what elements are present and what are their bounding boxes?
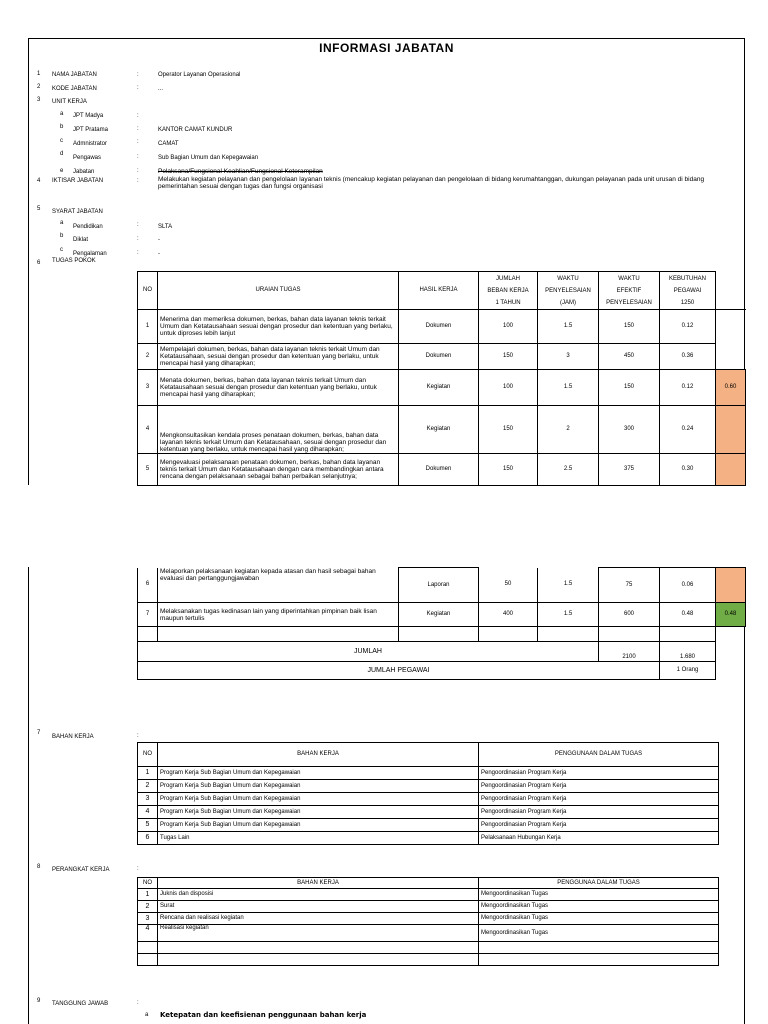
table-row [138,406,746,454]
sub-letter: e [60,168,64,174]
tugas-table-part2 [137,567,746,680]
empty-cell [479,954,719,966]
tanggung-jawab-a: Ketepatan dan keefisienan penggunaan bahan kerja [160,1011,367,1019]
row-beban: 400 [479,603,538,627]
ikhtisar-value: Melakukan kegiatan pelayanan dan pengelolaan layanan teknis (mencakup kegiatan pelayanan dan pengelolaan di bidang kerumahtanggan, dukungan pelayanan pada unit urusan di bidang pemerintahan sesuai dengan tugas dan fungsi organisasi [158,176,705,190]
tugas-pokok-label: TUGAS POKOK [52,258,96,264]
page-title: INFORMASI JABATAN [319,41,454,55]
header-bahan: BAHAN KERJA [158,878,479,889]
colon: : [137,1000,139,1006]
row-kebutuhan: 0.12 [660,370,716,406]
header-uraian: URAIAN TUGAS [158,272,399,310]
header-penggunaan: PENGGUNAAN DALAM TUGAS [479,743,719,767]
row-hasil: Dokumen [399,344,479,370]
sub-letter: c [60,138,63,144]
row-no: 1 [138,767,158,780]
colon: : [137,222,139,228]
row-bahan: Rencana dan realisasi kegiatan [158,913,479,925]
side-highlight-cell [716,454,746,486]
colon: : [137,126,139,132]
colon: : [137,85,139,91]
row-kebutuhan: 0.48 [660,603,716,627]
table-row [138,832,719,845]
row-uraian: Melaporkan pelaksanaan kegiatan kepada atasan dan hasil sebagai bahan evaluasi dan pertanggungjawaban [158,568,399,603]
row-beban: 50 [479,568,538,603]
row-no: 1 [138,310,158,344]
row-efektif: 450 [599,344,660,370]
header-efektif-line1: WAKTU [618,275,640,282]
table-row [138,568,746,603]
table-row [138,627,746,642]
administrator-value: CAMAT [158,141,179,147]
table-header-row [138,272,746,310]
row-no: 5 [138,454,158,486]
empty-cell [660,627,716,642]
row-bahan: Program Kerja Sub Bagian Umum dan Kepegawaian [158,780,479,793]
row-no: 2 [138,780,158,793]
row-penggunaan: Mengoordinasikan Tugas [479,913,719,925]
header-no: NO [138,272,158,310]
colon: : [137,139,139,145]
header-efektif-line2: EFEKTIF [616,287,642,294]
diklat-value: - [158,237,160,243]
empty-cell [138,627,158,642]
table-row [138,344,746,370]
table-row [138,603,746,627]
side-cell-empty [716,310,746,344]
side-total-cell: 0.60 [716,370,746,406]
row-efektif: 375 [599,454,660,486]
syarat-label: SYARAT JABATAN [52,209,103,215]
table-row [138,793,719,806]
item-number: 3 [37,97,41,103]
row-no: 4 [138,925,158,942]
row-hasil: Kegiatan [399,603,479,627]
side-cell-empty [716,344,746,370]
row-beban: 150 [479,454,538,486]
item-number: 5 [37,206,41,212]
header-bahan: BAHAN KERJA [158,743,479,767]
row-bahan: Program Kerja Sub Bagian Umum dan Kepegawaian [158,806,479,819]
sub-letter: b [60,124,64,130]
ikhtisar-label: IKTISAR JABATAN [52,178,104,184]
row-kebutuhan: 0.12 [660,310,716,344]
table-row [138,370,746,406]
row-hasil: Laporan [399,568,479,603]
header-beban-line1: JUMLAH [495,275,520,282]
administrator-label: Admnistrator [73,141,108,147]
jumlah-kebutuhan: 1.680 [660,642,716,662]
jumlah-pegawai-label: JUMLAH PEGAWAI [138,662,660,680]
colon: : [137,72,139,78]
header-beban-line2: BEBAN KERJA [487,287,529,294]
row-waktu: 2 [538,406,599,454]
row-penggunaan: Mengoordinasikan Tugas [479,901,719,913]
empty-cell [158,954,479,966]
row-efektif: 150 [599,310,660,344]
sub-letter: b [60,233,64,239]
empty-cell [716,662,746,680]
side-total-cell: 0.48 [716,603,746,627]
kode-jabatan-value: ... [158,86,164,92]
jpt-pratama-value: KANTOR CAMAT KUNDUR [158,127,233,133]
row-hasil: Kegiatan [399,370,479,406]
header-penggunaan: PENGGUNAA DALAM TUGAS [479,878,719,889]
pengawas-value: Sub Bagian Umum dan Kepegawaian [158,155,259,161]
row-no: 4 [138,406,158,454]
header-kebutuhan-line3: 1250 [680,299,695,306]
sub-letter: a [60,111,64,117]
item-number: 9 [37,998,41,1004]
row-efektif: 300 [599,406,660,454]
row-kebutuhan: 0.24 [660,406,716,454]
row-hasil: Dokumen [399,310,479,344]
jabatan-value: Pelaksana/Fungsional Keahlian/Fungsional Keterampilan [158,168,323,175]
empty-cell [538,627,599,642]
jumlah-pegawai-value: 1 Orang [660,662,716,680]
pengawas-label: Pengawas [73,155,102,161]
row-penggunaan: Pengoordinasian Program Kerja [479,767,719,780]
table-header-row [138,743,719,767]
table-header-row [138,878,719,889]
row-hasil: Dokumen [399,454,479,486]
unit-kerja-label: UNIT KERJA [52,99,87,105]
header-no: NO [138,878,158,889]
colon: : [137,154,139,160]
row-uraian: Mengkonsultasikan kendala proses penataan dokumen, berkas, bahan data layanan teknis terkait Umum dan Ketatausahaan, sesuai dengan prosedur dan ketentuan yang berlaku, untuk mencapai hasil yang diharapkan; [158,406,399,454]
colon: : [137,236,139,242]
row-penggunaan: Mengoordinasikan Tugas [479,889,719,901]
row-efektif: 600 [599,603,660,627]
empty-cell [158,942,479,954]
row-no: 3 [138,793,158,806]
row-bahan: Surat [158,901,479,913]
row-efektif: 150 [599,370,660,406]
jumlah-pegawai-row [138,662,746,680]
row-penggunaan: Pelaksanaan Hubungan Kerja [479,832,719,845]
row-penggunaan: Pengoordinasian Program Kerja [479,806,719,819]
row-waktu: 3 [538,344,599,370]
row-waktu: 1.5 [538,603,599,627]
perangkat-kerja-table [137,877,719,966]
header-waktu-line3: (JAM) [560,299,576,306]
row-no: 6 [138,832,158,845]
row-no: 1 [138,889,158,901]
table-row [138,767,719,780]
row-waktu: 1.5 [538,568,599,603]
table-row [138,310,746,344]
row-penggunaan: Pengoordinasian Program Kerja [479,793,719,806]
pengalaman-label: Pengalaman [73,251,107,257]
table-row [138,889,719,901]
empty-cell [599,627,660,642]
row-beban: 100 [479,370,538,406]
row-efektif: 75 [599,568,660,603]
colon: : [137,733,139,739]
empty-cell [716,627,746,642]
side-highlight-cell [716,568,746,603]
row-no: 2 [138,901,158,913]
pengalaman-value: - [158,251,160,257]
item-number: 6 [37,260,41,266]
row-uraian: Menerima dan memeriksa dokumen, berkas, bahan data layanan teknis terkait Umum dan Ketatausahaan sesuai dengan prosedur dan ketentuan yang berlaku, untuk diproses lebih lanjut [158,310,399,344]
row-uraian: Mempelajari dokumen, berkas, bahan data layanan teknis terkait Umum dan Ketatausahaan, sesuai dengan prosedur dan ketentuan yang berlaku, untuk mencapai hasil yang diharapkan; [158,344,399,370]
table-row [138,780,719,793]
sub-letter: c [60,247,63,253]
jabatan-label: Jabatan [73,169,95,175]
row-bahan: Juknis dan disposisi [158,889,479,901]
header-efektif [599,272,660,310]
header-kebutuhan-line2: PEGAWAI [673,287,702,294]
table-row [138,819,719,832]
item-number: 1 [37,71,41,77]
empty-cell [158,627,399,642]
table-row [138,806,719,819]
row-kebutuhan: 0.30 [660,454,716,486]
jumlah-efektif: 2100 [599,642,660,662]
row-no: 7 [138,603,158,627]
header-waktu-line1: WAKTU [557,275,579,282]
header-efektif-line3: PENYELESAIAN [606,299,652,306]
row-bahan: Tugas Lain [158,832,479,845]
tugas-table-part1 [137,271,746,486]
table-row [138,954,719,966]
colon: : [137,250,139,256]
tanggung-jawab-label: TANGGUNG JAWAB [52,1001,109,1007]
sub-letter: a [60,220,64,226]
empty-cell [479,942,719,954]
row-no: 4 [138,806,158,819]
row-beban: 150 [479,406,538,454]
empty-cell [479,627,538,642]
row-no: 3 [138,370,158,406]
item-number: 8 [37,864,41,870]
colon: : [137,168,139,174]
sub-letter: d [60,151,64,157]
bahan-kerja-label: BAHAN KERJA [52,734,94,740]
table-row [138,913,719,925]
table-row [138,901,719,913]
pendidikan-value: SLTA [158,224,173,230]
table-row [138,925,719,942]
empty-cell [138,954,158,966]
row-hasil: Kegiatan [399,406,479,454]
side-cell-empty [716,272,746,310]
row-uraian: Mengevaluasi pelaksanaan penataan dokumen, berkas, bahan data layanan teknis terkait Umum dan Ketatausahaan dengan cara membandingkan antara rencana dengan pelaksanaan sebagai bahan perbaikan selanjutnya; [158,454,399,486]
table-row [138,942,719,954]
empty-cell [138,942,158,954]
side-highlight-cell [716,406,746,454]
header-hasil: HASIL KERJA [399,272,479,310]
row-uraian: Menata dokumen, berkas, bahan data layanan teknis terkait Umum dan Ketatausahaan sesuai dengan prosedur dan ketentuan yang berlaku, untuk mencapai hasil yang diharapkan; [158,370,399,406]
row-beban: 100 [479,310,538,344]
empty-cell [716,642,746,662]
row-no: 6 [138,568,158,603]
pendidikan-label: Pendidikan [73,224,103,230]
perangkat-kerja-label: PERANGKAT KERJA [52,867,110,873]
bahan-kerja-table [137,742,719,845]
header-waktu [538,272,599,310]
row-waktu: 2.5 [538,454,599,486]
item-number: 4 [37,178,41,184]
jumlah-label: JUMLAH [138,642,599,662]
header-waktu-line2: PENYELESAIAN [545,287,591,294]
diklat-label: Diklat [73,237,89,243]
row-penggunaan: Pengoordinasian Program Kerja [479,819,719,832]
row-uraian: Melaksanakan tugas kedinasan lain yang diperintahkan pimpinan baik lisan maupun tertulis [158,603,399,627]
header-beban-line3: 1 TAHUN [495,299,521,306]
sub-letter: a [145,1012,149,1018]
header-kebutuhan-line1: KEBUTUHAN [668,275,706,282]
row-penggunaan: Mengoordinasikan Tugas [479,925,719,942]
colon: : [137,113,139,119]
row-no: 2 [138,344,158,370]
jumlah-row [138,642,746,662]
colon: : [137,866,139,872]
kode-jabatan-label: KODE JABATAN [52,86,97,92]
row-kebutuhan: 0.36 [660,344,716,370]
nama-jabatan-label: NAMA JABATAN [52,72,97,78]
row-bahan: Program Kerja Sub Bagian Umum dan Kepegawaian [158,819,479,832]
row-waktu: 1.5 [538,310,599,344]
empty-cell [399,627,479,642]
row-waktu: 1.5 [538,370,599,406]
row-bahan: Realisasi kegiatan [158,925,479,942]
jpt-pratama-label: JPT Pratama [73,127,108,133]
row-no: 5 [138,819,158,832]
header-kebutuhan [660,272,716,310]
row-bahan: Program Kerja Sub Bagian Umum dan Kepegawaian [158,767,479,780]
row-penggunaan: Pengoordinasian Program Kerja [479,780,719,793]
table-row [138,454,746,486]
item-number: 7 [37,730,41,736]
jpt-madya-label: JPT Madya [73,113,104,119]
row-no: 3 [138,913,158,925]
row-kebutuhan: 0.06 [660,568,716,603]
row-bahan: Program Kerja Sub Bagian Umum dan Kepegawaian [158,793,479,806]
header-no: NO [138,743,158,767]
header-beban [479,272,538,310]
colon: : [137,178,139,184]
row-beban: 150 [479,344,538,370]
item-number: 2 [37,84,41,90]
nama-jabatan-value: Operator Layanan Operasional [158,72,241,78]
